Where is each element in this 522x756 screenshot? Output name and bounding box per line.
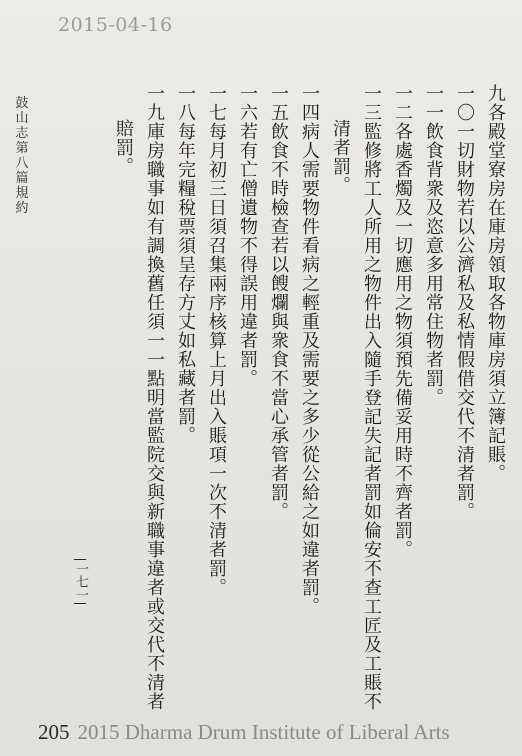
scan-date-stamp: 2015-04-16 [58, 14, 173, 36]
page-number-cjk: 一七一 [73, 562, 88, 601]
rule-column-16: 一六若有亡僧遺物不得誤用違者罰。 [237, 84, 258, 388]
footer [38, 720, 518, 745]
rule-column-18: 一八每年完糧稅票須呈存方丈如私藏者罰。 [175, 84, 196, 445]
rule-column-13-cont: 清者罰。 [330, 119, 351, 195]
rule-column-17: 一七每月初三日須召集兩序核算上月出入賬項一次不清者罰。 [206, 84, 227, 597]
rule-column-14: 一四病人需要物件看病之輕重及需要之多少從公給之如違者罰。 [299, 84, 320, 616]
rule-column-11: 一一飲食背衆及恣意多用常住物者罰。 [423, 84, 444, 407]
rule-column-10: 一〇一切財物若以公濟私及私情假借交代不清者罰。 [454, 84, 475, 521]
rule-column-19-cont: 賠罰。 [113, 119, 134, 176]
rule-column-19: 一九庫房職事如有調換舊任須一一點明當監院交與新職事違者或交代不清者 [144, 84, 165, 711]
copyright-notice: 2015 Dharma Drum Institute of Liberal Arts [77, 720, 450, 744]
rule-column-15: 一五飲食不時檢查若以餿爛與衆食不當心承管者罰。 [268, 84, 289, 521]
running-head: 鼓山志 第八篇 規約 [15, 96, 29, 216]
rule-column-12: 一二各處香燭及一切應用之物須預先備妥用時不齊者罰。 [392, 84, 413, 559]
rule-column-13: 一三監修將工人所用之物件出入隨手登記失記者罰如倫安不查工匠及工賬不 [361, 84, 382, 711]
rule-column-9: 九各殿堂寮房在庫房領取各物庫房須立簿記賬。 [485, 84, 506, 483]
page-number: 205 [38, 720, 70, 744]
